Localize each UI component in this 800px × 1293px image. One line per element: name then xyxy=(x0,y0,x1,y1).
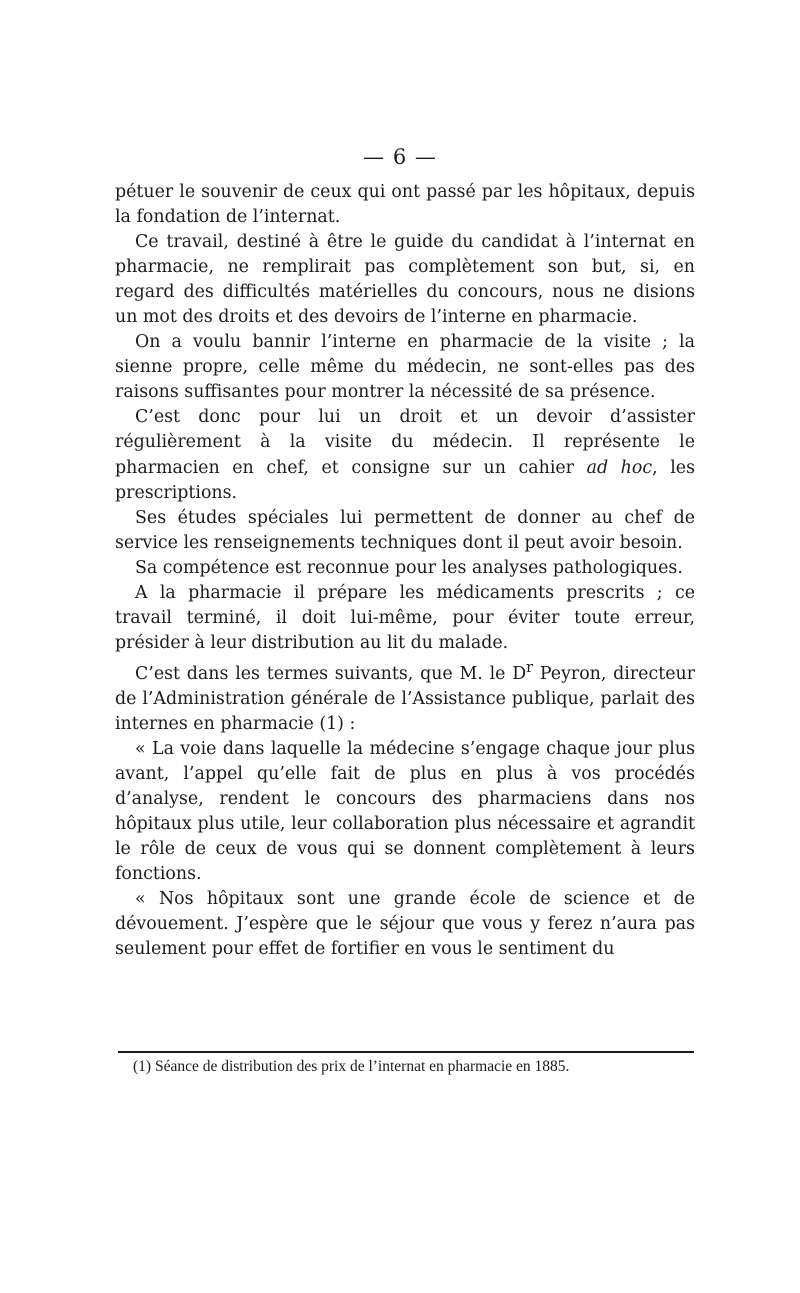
paragraph-4-italic: ad hoc xyxy=(586,457,653,478)
page-number: — 6 — xyxy=(363,145,437,169)
paragraph-7: A la pharmacie il prépare les médicaments prescrits ; ce travail terminé, il doit lui-même, pour éviter toute erreur, présider à leur distribution au lit du malade. xyxy=(115,582,695,653)
paragraph-4 xyxy=(115,405,695,505)
paragraph-2: Ce travail, destiné à être le guide du candidat à l’internat en pharmacie, ne remplirait pas complètement son but, si, en regard des difficultés matérielles du concours, nous ne disions un mot des droits et des devoirs de l’interne en pharmacie. xyxy=(115,232,695,328)
paragraph-10: « Nos hôpitaux sont une grande école de science et de dévouement. J’espère que le séjour que vous y ferez n’aura pas seulement pour effet de fortifier en vous le sentiment du xyxy=(115,889,695,960)
paragraph-9: « La voie dans laquelle la médecine s’engage chaque jour plus avant, l’appel qu’elle fait de plus en plus à vos procédés d’analyse, rendent le concours des pharmaciens dans nos hôpitaux plus utile, leur collaboration plus nécessaire et agrandit le rôle de ceux de vous qui se donnent complètement à leurs fonctions. xyxy=(115,738,695,885)
footnote-reference: (1) : xyxy=(319,713,356,734)
paragraph-6: Sa compétence est reconnue pour les analyses pathologiques. xyxy=(135,557,683,578)
main-text xyxy=(115,180,695,962)
paragraph-3: On a voulu bannir l’interne en pharmacie de la visite ; la sienne propre, celle même du médecin, ne sont-elles pas des raisons suffisantes pour montrer la nécessité de sa présence. xyxy=(115,332,695,403)
footnote-divider xyxy=(118,1051,694,1053)
footnote xyxy=(115,1056,695,1078)
paragraph-4-text-start: C’est donc pour lui un droit et un devoir d’assister régulièrement à la visite du médecin. Il représente le pharmacien en chef, et consigne sur un cahier xyxy=(115,407,695,478)
paragraph-4-text-end: , les prescriptions. xyxy=(115,457,695,503)
paragraph-8-superscript: r xyxy=(526,659,534,676)
paragraph-1: pétuer le souvenir de ceux qui ont passé par les hôpitaux, depuis la fondation de l’internat. xyxy=(115,182,695,228)
paragraph-5: Ses études spéciales lui permettent de donner au chef de service les renseignements techniques dont il peut avoir besoin. xyxy=(115,507,695,553)
paragraph-8 xyxy=(115,656,695,737)
paragraph-8-text-start: C’est dans les termes suivants, que M. le D xyxy=(135,663,527,684)
footnote-text: (1) Séance de distribution des prix de l’internat en pharmacie en 1885. xyxy=(133,1058,570,1075)
paragraph-8-text-end: Peyron, directeur de l’Administration générale de l’Assistance publique, parlait des internes en pharmacie xyxy=(115,663,696,734)
